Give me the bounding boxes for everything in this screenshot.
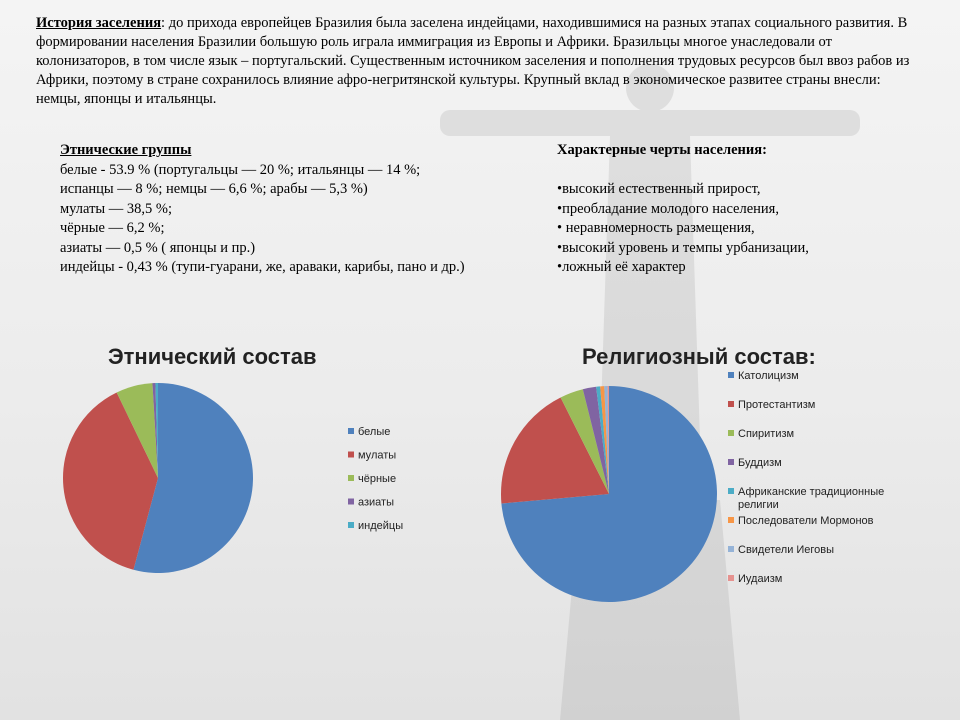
legend-swatch <box>348 452 354 458</box>
legend-label: Свидетели Иеговы <box>738 544 835 556</box>
legend-label: белые <box>358 426 391 438</box>
legend-label: Последователи Мормонов <box>738 515 874 527</box>
legend-label: индейцы <box>358 520 404 532</box>
legend-swatch <box>348 499 354 505</box>
ethnic-groups-heading: Этнические группы <box>60 142 192 158</box>
religion-pie-slices <box>501 386 717 602</box>
intro-heading: История заселения <box>36 15 162 31</box>
legend-swatch <box>728 575 734 581</box>
legend-swatch <box>348 475 354 481</box>
legend-swatch <box>728 401 734 407</box>
legend-swatch <box>728 430 734 436</box>
legend-swatch <box>728 488 734 494</box>
legend-label: Буддизм <box>738 457 782 469</box>
features-block <box>557 141 917 278</box>
legend-swatch <box>728 372 734 378</box>
ethnic-pie-slices <box>63 383 253 573</box>
ethnic-line: белые - 53.9 % (португальцы — 20 %; итальянцы — 14 %; <box>60 161 421 178</box>
feature-item: •преобладание молодого населения, <box>557 200 779 217</box>
legend-label: Спиритизм <box>738 428 795 440</box>
ethnic-line: мулаты — 38,5 %; <box>60 200 173 217</box>
ethnic-line: азиаты — 0,5 % ( японцы и пр.) <box>60 239 256 256</box>
legend-label: чёрные <box>358 473 397 485</box>
religion-chart-title: Религиозный состав: <box>582 344 816 369</box>
feature-item: • неравномерность размещения, <box>557 220 755 236</box>
legend-swatch <box>348 522 354 528</box>
legend-label: азиаты <box>358 496 395 509</box>
religion-pie-chart <box>470 330 930 620</box>
legend-swatch <box>728 517 734 523</box>
ethnic-pie-chart <box>40 330 460 600</box>
feature-item: •ложный её характер <box>557 259 686 275</box>
features-heading: Характерные черты населения: <box>557 142 767 158</box>
legend-label: мулаты <box>358 449 397 462</box>
ethnic-legend <box>348 426 403 532</box>
ethnic-line: индейцы - 0,43 % (тупи-гуарани, же, араваки, карибы, пано и др.) <box>60 259 465 275</box>
legend-swatch <box>728 459 734 465</box>
feature-item: •высокий естественный прирост, <box>557 181 761 197</box>
legend-label: Протестантизм <box>738 399 816 411</box>
legend-label: Иудаизм <box>738 573 783 585</box>
feature-item: •высокий уровень и темпы урбанизации, <box>557 239 809 256</box>
legend-swatch <box>728 546 734 552</box>
ethnic-groups-block <box>60 141 490 278</box>
legend-label: Католицизм <box>738 370 799 382</box>
ethnic-chart-title: Этнический состав <box>108 344 317 369</box>
ethnic-line: чёрные — 6,2 %; <box>60 220 165 236</box>
ethnic-line: испанцы — 8 %; немцы — 6,6 %; арабы — 5,3 %) <box>60 181 368 197</box>
religion-legend <box>728 370 884 585</box>
intro-text: : до прихода европейцев Бразилия была заселена индейцами, находившимися на разных этапах социального развития. В формировании населения Бразилии большую роль играла иммиграция из Европы и Африки. Бразильцы многое унаследовали от колонизаторов, в том числе язык – португальский. Существенным источником заселения и пополнения трудовых ресурсов был ввоз рабов из Африки, поэтому в стране сохранилось влияние афро-негритянской культуры. Крупный вклад в экономическое развитее страны внесли: немцы, японцы и итальянцы. <box>36 15 910 107</box>
legend-label: Африканские традиционные религии <box>738 486 885 511</box>
legend-swatch <box>348 428 354 434</box>
intro-paragraph <box>36 14 916 109</box>
